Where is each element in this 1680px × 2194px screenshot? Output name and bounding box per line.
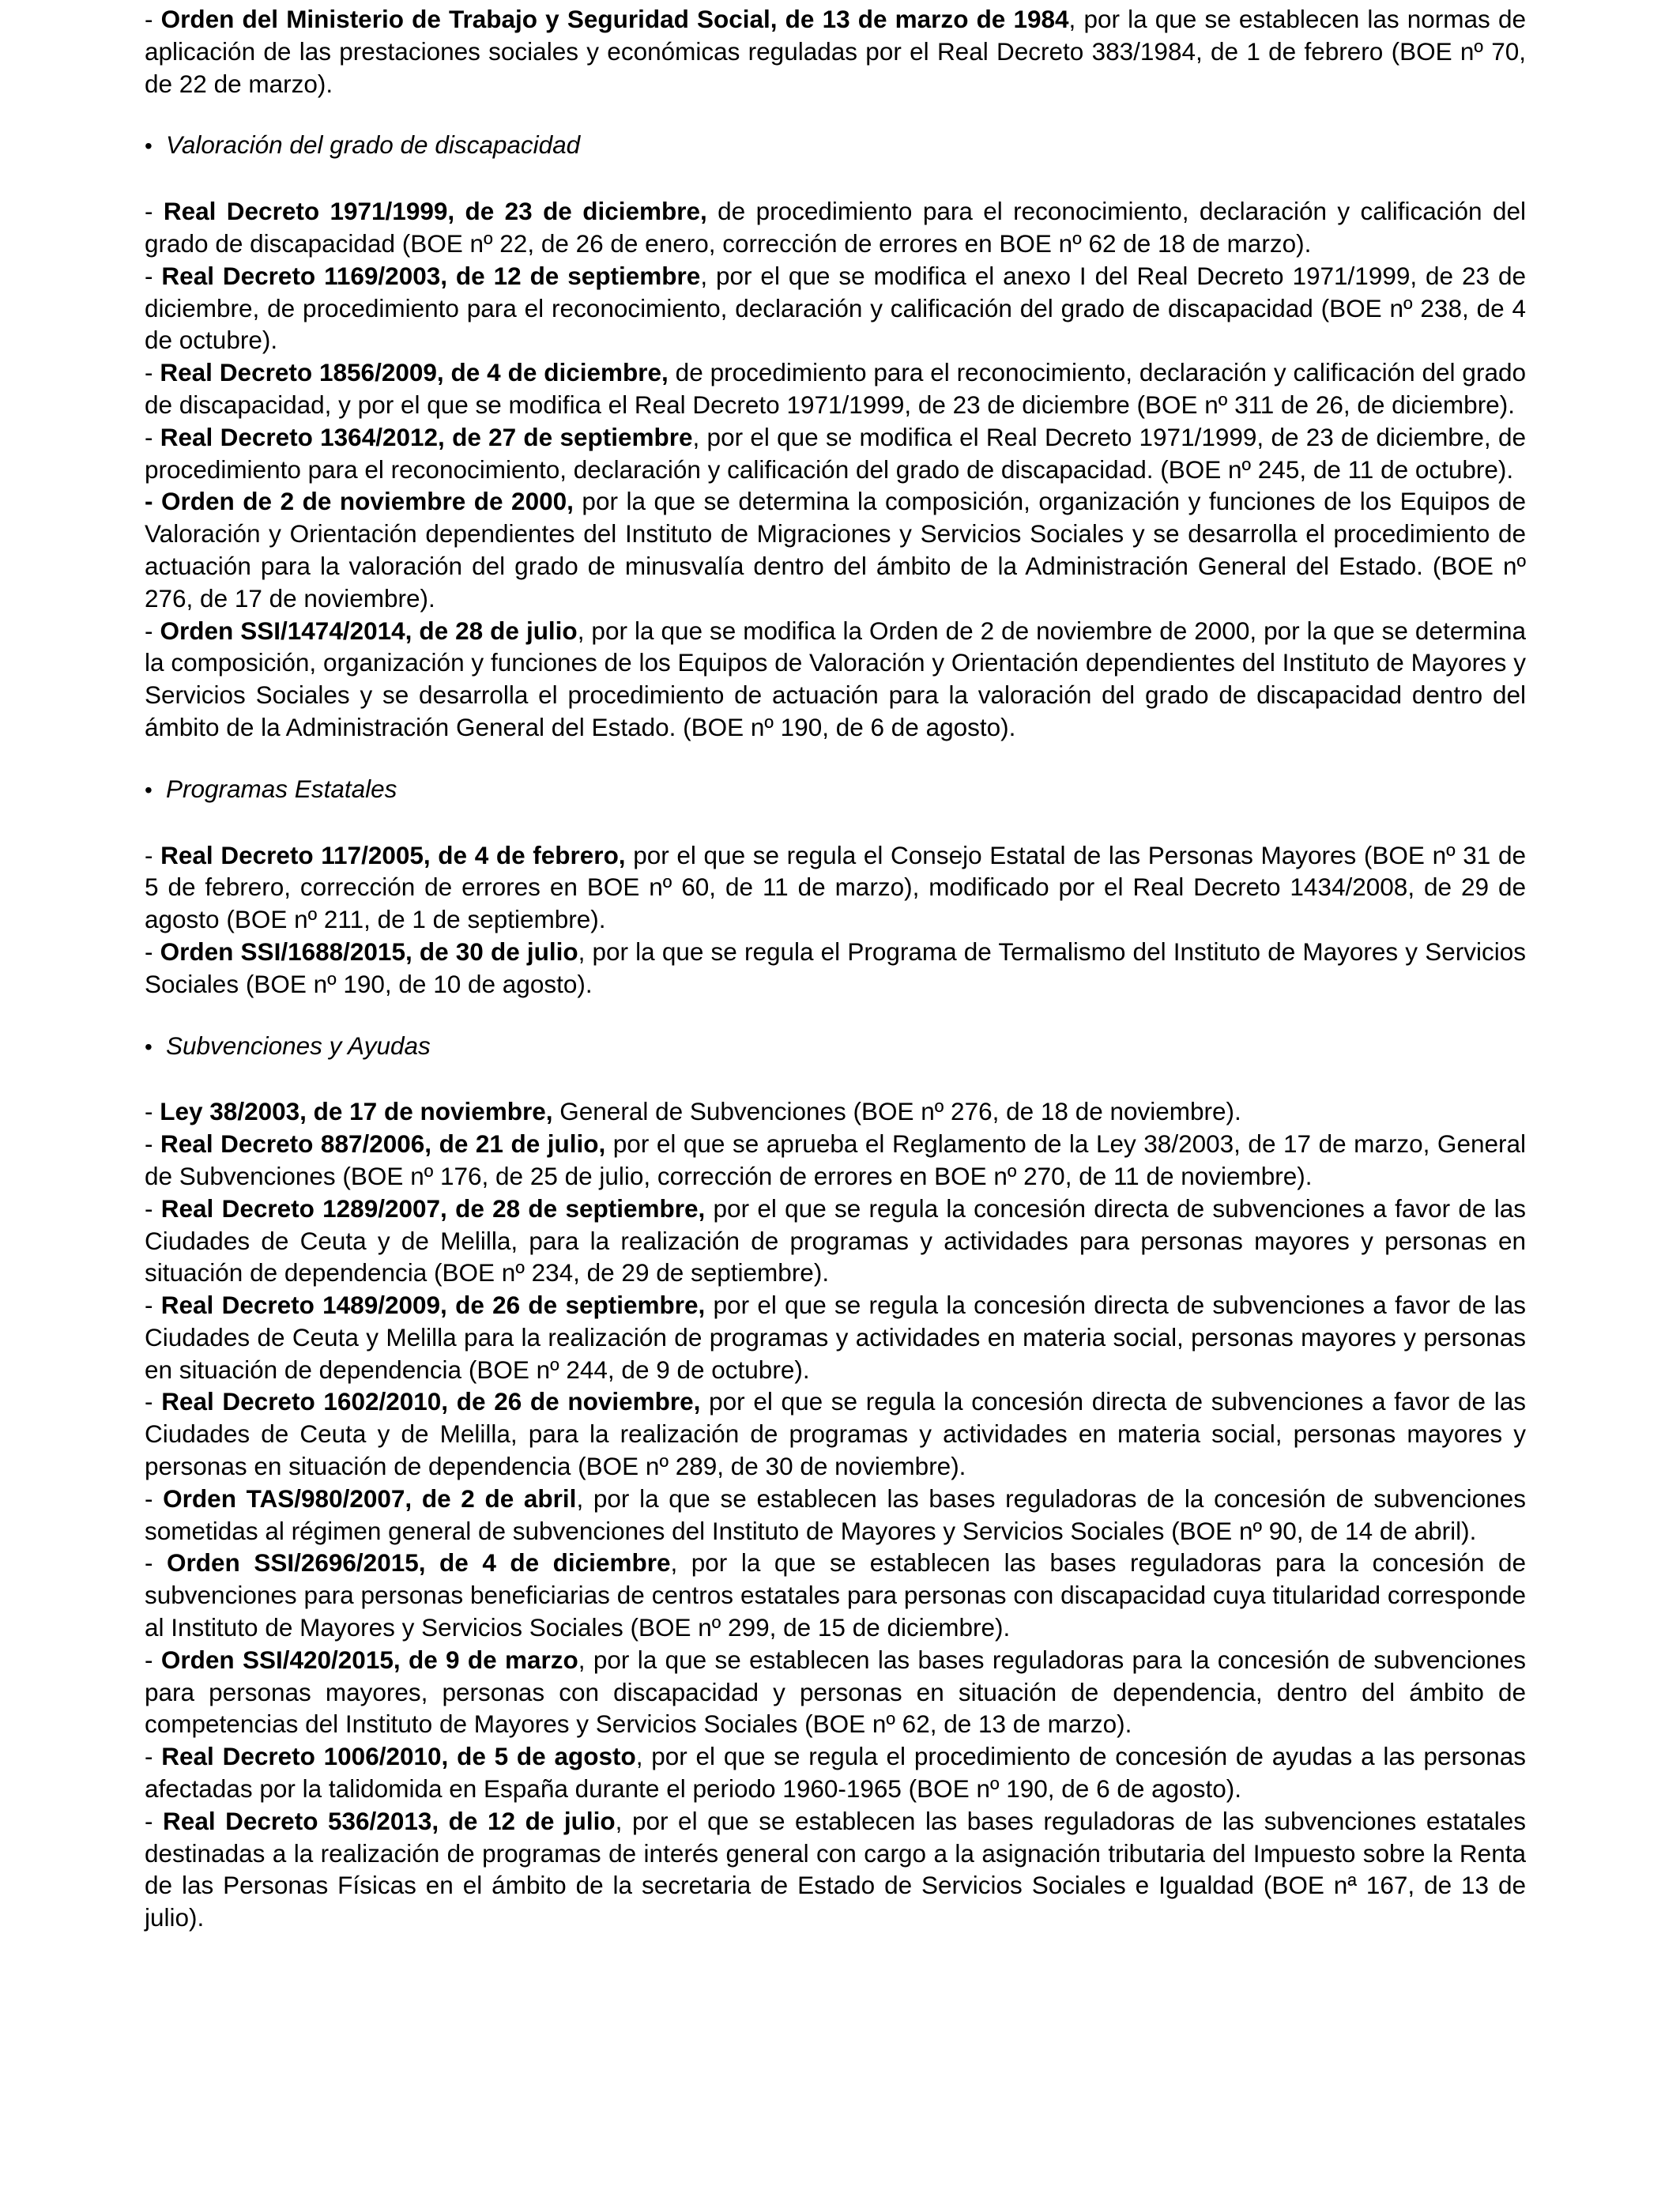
- section: [145, 773, 1526, 1001]
- entry-dash: -: [145, 937, 160, 966]
- entry-description: , por la que se regula el Programa de Termalismo del Instituto de Mayores y Servicios Sociales (BOE nº 190, de 10 de agosto).: [145, 937, 1526, 998]
- legal-reference-entry: [145, 1644, 1526, 1740]
- entry-dash: -: [145, 840, 161, 869]
- entry-description: , por la que se establecen las bases reguladoras para la concesión de subvenciones para personas beneficiarias de centros estatales para personas con discapacidad cuya titularidad corresponde al Instituto de Mayores y Servicios Sociales (BOE nº 299, de 15 de diciembre).: [145, 1548, 1526, 1642]
- section: [145, 129, 1526, 743]
- legal-reference-entry: [145, 260, 1526, 356]
- entry-description: por el que se regula la concesión directa de subvenciones a favor de las Ciudades de Ceuta y de Melilla, para la realización de programas y actividades en materia social, personas mayores y personas en situación de dependencia (BOE nº 289, de 30 de noviembre).: [145, 1387, 1526, 1481]
- entry-title: Real Decreto 1169/2003, de 12 de septiembre: [161, 261, 701, 290]
- entry-description: , por la que se modifica la Orden de 2 de noviembre de 2000, por la que se determina la composición, organización y funciones de los Equipos de Valoración y Orientación dependientes del Instituto de Mayores y Servicios Sociales y se desarrolla el procedimiento de actuación para la valoración del grado de discapacidad dentro del ámbito de la Administración General del Estado. (BOE nº 190, de 6 de agosto).: [145, 616, 1526, 741]
- entry-dash: -: [145, 1742, 162, 1771]
- legal-reference-entry: [145, 1385, 1526, 1482]
- entry-dash: -: [145, 1291, 161, 1320]
- entry-description: por el que se regula la concesión directa de subvenciones a favor de las Ciudades de Ceuta y Melilla para la realización de programas y actividades en materia social, personas mayores y personas en situación de dependencia (BOE nº 244, de 9 de octubre).: [145, 1291, 1526, 1384]
- entry-dash: -: [145, 1806, 164, 1835]
- legal-reference-entry: [145, 356, 1526, 421]
- entry-dash: -: [145, 197, 164, 226]
- entry-dash: -: [145, 1129, 161, 1159]
- legal-reference-entry: [145, 1483, 1526, 1547]
- legal-reference-entry: [145, 485, 1526, 614]
- section-heading-text: Programas Estatales: [166, 774, 397, 803]
- entry-dash: -: [145, 616, 160, 645]
- entry-description: , por la que se establecen las normas de aplicación de las prestaciones sociales y económicas reguladas por el Real Decreto 383/1984, de 1 de febrero (BOE nº 70, de 22 de marzo).: [145, 5, 1526, 98]
- section: [145, 1030, 1526, 1935]
- entry-dash: -: [145, 1097, 160, 1126]
- entry-dash: -: [145, 358, 160, 387]
- entry-title: Real Decreto 1856/2009, de 4 de diciembre,: [160, 358, 669, 387]
- entry-description: , por la que se establecen las bases reguladoras para la concesión de subvenciones para personas mayores, personas con discapacidad y personas en situación de dependencia, dentro del ámbito de competencias del Instituto de Mayores y Servicios Sociales (BOE nº 62, de 13 de marzo).: [145, 1645, 1526, 1739]
- entry-description: por la que se determina la composición, organización y funciones de los Equipos de Valoración y Orientación dependientes del Instituto de Migraciones y Servicios Sociales y se desarrolla el procedimiento de actuación para la valoración del grado de minusvalía dentro del ámbito de la Administración General del Estado. (BOE nº 276, de 17 de noviembre).: [145, 487, 1526, 613]
- section-heading: [145, 773, 1526, 807]
- entry-title: Orden TAS/980/2007, de 2 de abril: [163, 1483, 577, 1513]
- entry-dash: -: [145, 1193, 161, 1223]
- legal-reference-entry: [145, 3, 1526, 100]
- entry-description: , por el que se establecen las bases reguladoras de las subvenciones estatales destinadas a la realización de programas de interés general con cargo a la asignación tributaria del Impuesto sobre la Renta de las Personas Físicas en el ámbito de la secretaria de Estado de Servicios Sociales e Igualdad (BOE nª 167, de 13 de julio).: [145, 1806, 1526, 1932]
- entry-dash: -: [145, 1483, 164, 1513]
- entry-title: - Orden de 2 de noviembre de 2000,: [145, 487, 574, 516]
- entry-title: Real Decreto 1602/2010, de 26 de noviembre,: [161, 1387, 701, 1416]
- entry-title: Real Decreto 887/2006, de 21 de julio,: [160, 1129, 606, 1159]
- entry-title: Real Decreto 1006/2010, de 5 de agosto: [161, 1742, 636, 1771]
- entry-title: Orden SSI/1688/2015, de 30 de julio: [160, 937, 578, 966]
- entry-description: de procedimiento para el reconocimiento, declaración y calificación del grado de discapacidad (BOE nº 22, de 26 de enero, corrección de errores en BOE nº 62 de 18 de marzo).: [145, 197, 1526, 258]
- entry-dash: -: [145, 1645, 161, 1674]
- entry-title: Ley 38/2003, de 17 de noviembre,: [160, 1097, 553, 1126]
- entry-title: Orden SSI/420/2015, de 9 de marzo: [160, 1645, 578, 1674]
- entry-dash: -: [145, 261, 162, 290]
- entry-title: Real Decreto 1489/2009, de 26 de septiembre,: [160, 1291, 706, 1320]
- entry-description: General de Subvenciones (BOE nº 276, de 18 de noviembre).: [552, 1097, 1241, 1126]
- entry-description: por el que se aprueba el Reglamento de la Ley 38/2003, de 17 de marzo, General de Subvenciones (BOE nº 176, de 25 de julio, corrección de errores en BOE nº 270, de 11 de noviembre).: [145, 1129, 1527, 1190]
- legal-reference-entry: [145, 936, 1526, 1001]
- legal-reference-entry: [145, 1193, 1526, 1289]
- legal-reference-entry: [145, 839, 1526, 936]
- legal-reference-entry: [145, 1547, 1526, 1643]
- entry-description: por el que se regula la concesión directa de subvenciones a favor de las Ciudades de Ceuta y de Melilla, para la realización de programas y actividades para personas mayores y personas en situación de dependencia (BOE nº 234, de 29 de septiembre).: [145, 1193, 1526, 1287]
- entry-dash: -: [145, 1548, 168, 1578]
- legal-reference-entry: [145, 1128, 1526, 1193]
- legal-reference-entry: [145, 1740, 1526, 1805]
- entry-title: Orden SSI/1474/2014, de 28 de julio: [160, 616, 578, 645]
- legal-reference-entry: [145, 195, 1526, 260]
- section-heading: [145, 129, 1526, 163]
- entry-dash: -: [145, 5, 161, 33]
- entry-description: , por el que se modifica el anexo I del Real Decreto 1971/1999, de 23 de diciembre, de procedimiento para el reconocimiento, declaración y calificación del grado de discapacidad (BOE nº 238, de 4 de octubre).: [145, 261, 1526, 355]
- entry-dash: -: [145, 422, 160, 451]
- section-heading: [145, 1030, 1526, 1064]
- entry-description: por el que se regula el Consejo Estatal de las Personas Mayores (BOE nº 31 de 5 de febrero, corrección de errores en BOE nº 60, de 11 de marzo), modificado por el Real Decreto 1434/2008, de 29 de agosto (BOE nº 211, de 1 de septiembre).: [145, 840, 1526, 934]
- entry-title: Real Decreto 536/2013, de 12 de julio: [163, 1806, 616, 1835]
- entry-title: Real Decreto 1364/2012, de 27 de septiembre: [160, 422, 693, 451]
- section-heading-text: Subvenciones y Ayudas: [166, 1031, 431, 1060]
- section: [145, 3, 1526, 100]
- entry-description: , por el que se modifica el Real Decreto 1971/1999, de 23 de diciembre, de procedimiento para el reconocimiento, declaración y calificación del grado de discapacidad. (BOE nº 245, de 11 de octubre).: [145, 422, 1526, 484]
- bullet-icon: •: [145, 777, 153, 802]
- entry-title: Orden del Ministerio de Trabajo y Seguridad Social, de 13 de marzo de 1984: [160, 5, 1069, 33]
- entry-dash: -: [145, 1387, 162, 1416]
- bullet-icon: •: [145, 134, 153, 159]
- section-heading-text: Valoración del grado de discapacidad: [166, 130, 581, 160]
- entry-title: Real Decreto 117/2005, de 4 de febrero,: [160, 840, 626, 869]
- document-page: [145, 3, 1526, 1934]
- legal-reference-entry: [145, 1095, 1526, 1128]
- entry-description: de procedimiento para el reconocimiento, declaración y calificación del grado de discapacidad, y por el que se modifica el Real Decreto 1971/1999, de 23 de diciembre (BOE nº 311 de 26, de diciembre).: [145, 358, 1526, 419]
- entry-title: Real Decreto 1971/1999, de 23 de diciembre,: [163, 197, 707, 226]
- entry-description: , por el que se regula el procedimiento de concesión de ayudas a las personas afectadas por la talidomida en España durante el periodo 1960-1965 (BOE nº 190, de 6 de agosto).: [145, 1742, 1526, 1804]
- legal-reference-entry: [145, 615, 1526, 744]
- legal-reference-entry: [145, 421, 1526, 486]
- entry-description: , por la que se establecen las bases reguladoras de la concesión de subvenciones sometidas al régimen general de subvenciones del Instituto de Mayores y Servicios Sociales (BOE nº 90, de 14 de abril).: [145, 1483, 1526, 1545]
- entry-title: Real Decreto 1289/2007, de 28 de septiembre,: [160, 1193, 706, 1223]
- entry-title: Orden SSI/2696/2015, de 4 de diciembre: [167, 1548, 671, 1578]
- legal-reference-entry: [145, 1805, 1526, 1934]
- legal-reference-entry: [145, 1289, 1526, 1385]
- bullet-icon: •: [145, 1034, 153, 1059]
